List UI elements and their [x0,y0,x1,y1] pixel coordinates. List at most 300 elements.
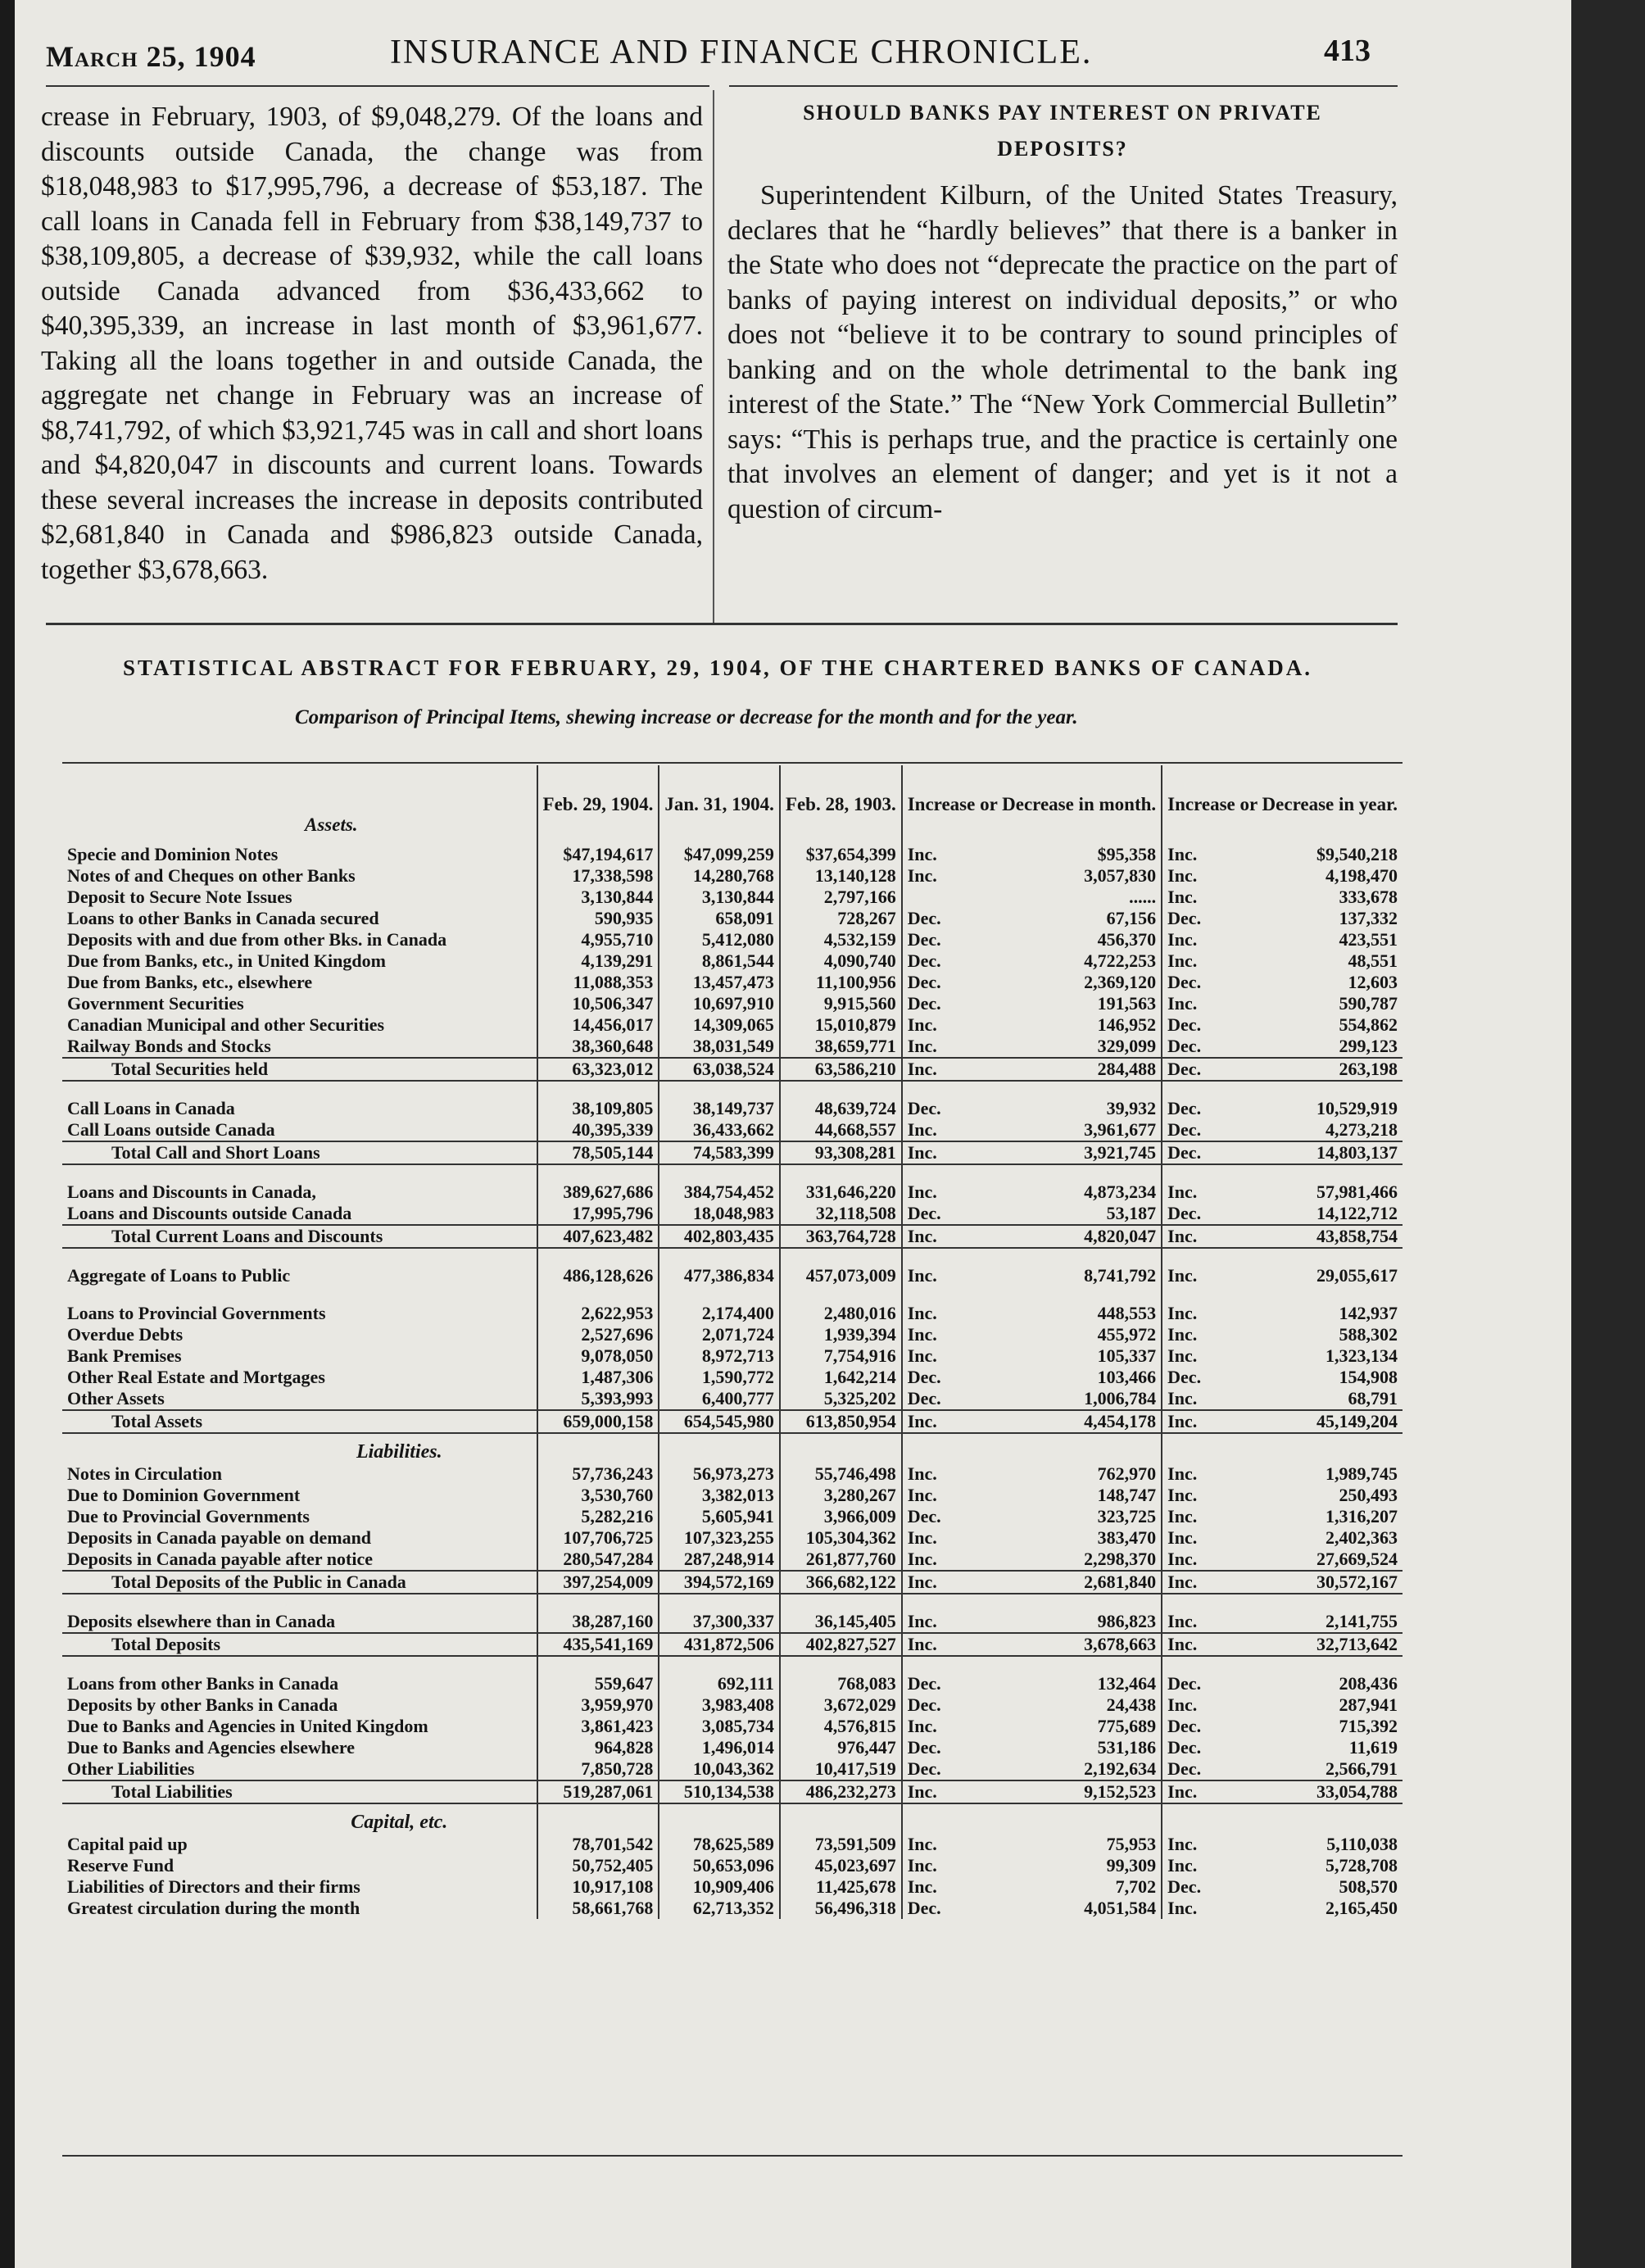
row-label: Other Real Estate and Mortgages [67,1367,325,1387]
row-label: Total Liabilities [62,1780,537,1803]
header-date: March 25, 1904 [46,40,256,73]
row-label: Loans to Provincial Governments [67,1303,326,1323]
value-feb-1904: 50,752,405 [537,1855,659,1876]
column-divider [713,90,714,623]
year-direction: Dec. [1162,1036,1240,1058]
section-rule [46,623,1398,625]
value-feb-1903: 9,915,560 [780,993,902,1014]
value-feb-1903: 15,010,879 [780,1014,902,1036]
value-jan-1904: 38,031,549 [659,1036,780,1058]
spacer-cell [1162,1164,1403,1182]
month-change: 2,192,634 [1084,1758,1157,1779]
table-row [62,887,1403,908]
spacer-cell [537,1803,659,1834]
row-label: Reserve Fund [67,1855,174,1876]
header-title: INSURANCE AND FINANCE CHRONICLE. [390,34,1093,71]
value-jan-1904: 107,323,255 [659,1527,780,1549]
row-label: Deposit to Secure Note Issues [67,887,292,907]
year-change: 43,858,754 [1240,1225,1403,1248]
month-direction [902,887,986,908]
year-direction: Dec. [1162,1367,1240,1388]
value-jan-1904: 74,583,399 [659,1141,780,1164]
month-change: 2,369,120 [1084,972,1157,992]
month-change: 4,873,234 [1084,1182,1157,1202]
month-direction: Dec. [902,993,986,1014]
spacer-cell [659,1433,780,1463]
value-jan-1904: 38,149,737 [659,1098,780,1119]
table-top-rule [62,762,1403,764]
month-direction: Inc. [902,1463,986,1485]
table-row [62,1036,1403,1058]
abstract-title: STATISTICAL ABSTRACT FOR FEBRUARY, 29, 1904, OF THE CHARTERED BANKS OF CANADA. [123,655,1313,680]
year-direction: Inc. [1162,1855,1240,1876]
value-feb-1904: 3,861,423 [537,1716,659,1737]
value-feb-1904: $47,194,617 [537,844,659,865]
month-direction: Inc. [902,1571,986,1594]
table-row [62,1506,1403,1527]
month-change: 53,187 [1106,1203,1157,1223]
spacer-cell [902,1656,1162,1673]
month-direction: Inc. [902,1119,986,1141]
month-change: 456,370 [1097,929,1157,950]
section-heading-row [62,1433,1403,1463]
year-direction: Inc. [1162,1345,1240,1367]
year-change: 250,493 [1339,1485,1398,1505]
value-feb-1904: 5,282,216 [537,1506,659,1527]
table-row [62,1324,1403,1345]
value-feb-1903: 3,280,267 [780,1485,902,1506]
page-edge-shadow [1571,0,1645,2268]
year-change: 5,728,708 [1326,1855,1398,1876]
row-label: Call Loans in Canada [67,1098,235,1118]
spacer-cell [902,1803,1162,1834]
value-jan-1904: 36,433,662 [659,1119,780,1141]
month-change: 24,438 [1106,1694,1157,1715]
article-heading-line2: DEPOSITS? [997,137,1128,161]
year-change: 4,273,218 [1326,1119,1398,1140]
spacer-cell [62,1286,537,1303]
value-jan-1904: 510,134,538 [659,1780,780,1803]
spacer-cell [902,1433,1162,1463]
value-feb-1903: 728,267 [780,908,902,929]
value-jan-1904: 50,653,096 [659,1855,780,1876]
spacer-cell [659,1656,780,1673]
year-change: 2,141,755 [1326,1611,1398,1631]
year-change: 2,402,363 [1326,1527,1398,1548]
table-row [62,1303,1403,1324]
year-change: 33,054,788 [1240,1780,1403,1803]
section-heading: Capital, etc. [351,1812,448,1833]
month-direction: Inc. [902,1303,986,1324]
value-jan-1904: 2,174,400 [659,1303,780,1324]
month-direction: Inc. [902,1527,986,1549]
year-change: 2,165,450 [1326,1898,1398,1918]
month-change: 8,741,792 [1084,1265,1157,1286]
month-direction: Dec. [902,929,986,950]
year-change: 4,198,470 [1326,865,1398,886]
value-jan-1904: 654,545,980 [659,1410,780,1433]
month-change: 986,823 [1097,1611,1157,1631]
row-label: Notes in Circulation [67,1463,223,1484]
row-label: Deposits elsewhere than in Canada [67,1611,336,1631]
value-feb-1903: 1,642,214 [780,1367,902,1388]
assets-label: Assets. [305,814,358,835]
year-change: 30,572,167 [1240,1571,1403,1594]
value-feb-1903: 73,591,509 [780,1834,902,1855]
year-change: 1,989,745 [1326,1463,1398,1484]
year-change: 29,055,617 [1316,1265,1398,1286]
month-direction: Inc. [902,1141,986,1164]
year-direction: Inc. [1162,844,1240,865]
month-direction: Dec. [902,1367,986,1388]
spacer-cell [537,1594,659,1611]
month-direction: Inc. [902,1058,986,1081]
right-article-column [727,88,1398,527]
table-row [62,1758,1403,1780]
month-change: 103,466 [1097,1367,1157,1387]
header-rule-left [46,85,709,87]
value-feb-1904: 17,338,598 [537,865,659,887]
row-label: Liabilities of Directors and their firms [67,1876,360,1897]
year-direction: Dec. [1162,1058,1240,1081]
spacer-cell [780,1433,902,1463]
value-jan-1904: 63,038,524 [659,1058,780,1081]
month-direction: Inc. [902,1410,986,1433]
year-change: 423,551 [1339,929,1398,950]
value-jan-1904: 402,803,435 [659,1225,780,1248]
month-change: 75,953 [1106,1834,1157,1854]
value-jan-1904: 287,248,914 [659,1549,780,1571]
table-row [62,1203,1403,1225]
year-change: 14,122,712 [1316,1203,1398,1223]
spacer-cell [62,1248,537,1265]
table-row [62,1673,1403,1694]
spacer-cell [1162,1286,1403,1303]
abstract-subtitle: Comparison of Principal Items, shewing increase or decrease for the month and for the year. [295,706,1078,728]
spacer-cell [902,1081,1162,1098]
year-change: 263,198 [1240,1058,1403,1081]
row-label: Capital paid up [67,1834,188,1854]
value-feb-1904: 78,701,542 [537,1834,659,1855]
value-feb-1904: 407,623,482 [537,1225,659,1248]
table-row [62,1855,1403,1876]
month-direction: Inc. [902,1485,986,1506]
month-change: 2,681,840 [986,1571,1162,1594]
value-feb-1903: 457,073,009 [780,1265,902,1286]
month-direction: Inc. [902,844,986,865]
year-change: 11,619 [1348,1737,1398,1758]
month-change: 383,470 [1097,1527,1157,1548]
month-direction: Dec. [902,1737,986,1758]
value-feb-1904: 280,547,284 [537,1549,659,1571]
value-feb-1903: 48,639,724 [780,1098,902,1119]
month-change: 1,006,784 [1084,1388,1157,1408]
row-label: Deposits in Canada payable after notice [67,1549,373,1569]
spacer-cell [1162,1433,1403,1463]
value-feb-1903: 5,325,202 [780,1388,902,1410]
col-header-year: Increase or Decrease in year. [1162,765,1403,844]
statistical-abstract-table [62,765,1403,1919]
value-feb-1903: 3,966,009 [780,1506,902,1527]
month-direction: Inc. [902,1876,986,1898]
year-change: 2,566,791 [1326,1758,1398,1779]
month-direction: Inc. [902,1855,986,1876]
table-row [62,1898,1403,1919]
spacer-cell [659,1164,780,1182]
spacer-cell [659,1594,780,1611]
right-article-text: Superintendent Kilburn, of the United States Treasury, declares that he “hardly believes” that there is a banker in the State who does not “deprecate the practice on the part of banks of paying interest on individual deposits,” or who does not “believe it to be contrary to sound principles of banking and on the whole detrimental to the bank ing interest of the State.” The “New York Commercial Bulletin” says: “This is perhaps true, and the practice is certainly one that involves an element of danger; and yet is it not a question of circum- [727,180,1398,524]
year-direction: Dec. [1162,1203,1240,1225]
year-change: 208,436 [1339,1673,1398,1694]
row-label: Total Deposits [62,1633,537,1656]
row-label: Loans to other Banks in Canada secured [67,908,379,928]
table-row [62,1119,1403,1141]
table-body [62,844,1403,1919]
value-feb-1904: 3,130,844 [537,887,659,908]
table-row [62,865,1403,887]
value-jan-1904: 658,091 [659,908,780,929]
month-change: 3,678,663 [986,1633,1162,1656]
value-feb-1904: 10,917,108 [537,1876,659,1898]
spacer-cell [780,1594,902,1611]
month-change: 2,298,370 [1084,1549,1157,1569]
value-feb-1903: 10,417,519 [780,1758,902,1780]
value-feb-1904: 63,323,012 [537,1058,659,1081]
value-feb-1904: 659,000,158 [537,1410,659,1433]
value-feb-1904: 4,955,710 [537,929,659,950]
value-feb-1904: 40,395,339 [537,1119,659,1141]
month-direction: Inc. [902,1014,986,1036]
table-total-row [62,1633,1403,1656]
month-change: 9,152,523 [986,1780,1162,1803]
value-feb-1904: 397,254,009 [537,1571,659,1594]
value-jan-1904: 477,386,834 [659,1265,780,1286]
value-jan-1904: 3,382,013 [659,1485,780,1506]
spacer-cell [902,1248,1162,1265]
table-row [62,844,1403,865]
article-heading: SHOULD BANKS PAY INTEREST ON PRIVATE [803,101,1322,125]
value-feb-1904: 10,506,347 [537,993,659,1014]
month-direction: Dec. [902,1673,986,1694]
year-direction: Dec. [1162,1876,1240,1898]
value-jan-1904: 431,872,506 [659,1633,780,1656]
year-direction: Dec. [1162,1141,1240,1164]
table-total-row [62,1410,1403,1433]
table-spacer-row [62,1286,1403,1303]
year-change: 137,332 [1339,908,1398,928]
year-direction: Inc. [1162,1527,1240,1549]
month-change: 4,051,584 [1084,1898,1157,1918]
value-feb-1903: 4,090,740 [780,950,902,972]
row-label: Due to Banks and Agencies elsewhere [67,1737,355,1758]
table-row [62,1182,1403,1203]
year-direction: Dec. [1162,1758,1240,1780]
table-row [62,950,1403,972]
month-direction: Inc. [902,1611,986,1633]
value-feb-1904: 7,850,728 [537,1758,659,1780]
year-change: 45,149,204 [1240,1410,1403,1433]
month-direction: Inc. [902,1780,986,1803]
value-feb-1904: 9,078,050 [537,1345,659,1367]
value-feb-1903: 768,083 [780,1673,902,1694]
year-change: 27,669,524 [1316,1549,1398,1569]
month-direction: Inc. [902,1633,986,1656]
value-feb-1903: 261,877,760 [780,1549,902,1571]
month-direction: Dec. [902,972,986,993]
month-direction: Inc. [902,1265,986,1286]
value-feb-1903: 36,145,405 [780,1611,902,1633]
value-feb-1903: 976,447 [780,1737,902,1758]
table-row [62,1694,1403,1716]
table-row [62,1876,1403,1898]
year-change: 68,791 [1348,1388,1398,1408]
section-heading-row [62,1803,1403,1834]
year-change: $9,540,218 [1316,844,1398,864]
spacer-cell [1162,1594,1403,1611]
year-direction: Dec. [1162,1098,1240,1119]
left-article-column [41,100,703,587]
month-change: 105,337 [1097,1345,1157,1366]
year-change: 1,316,207 [1326,1506,1398,1526]
value-feb-1903: 44,668,557 [780,1119,902,1141]
year-change: 32,713,642 [1240,1633,1403,1656]
value-feb-1904: 2,527,696 [537,1324,659,1345]
year-direction: Inc. [1162,1388,1240,1410]
month-direction: Dec. [902,1203,986,1225]
year-direction: Inc. [1162,1694,1240,1716]
row-label: Due to Dominion Government [67,1485,301,1505]
spacer-cell [537,1248,659,1265]
page-number: 413 [1324,34,1371,68]
month-change: 284,488 [986,1058,1162,1081]
col-header-feb1904: Feb. 29, 1904. [537,765,659,844]
value-jan-1904: 692,111 [659,1673,780,1694]
month-direction: Inc. [902,865,986,887]
value-feb-1903: 63,586,210 [780,1058,902,1081]
value-jan-1904: 394,572,169 [659,1571,780,1594]
left-article-text: crease in February, 1903, of $9,048,279. Of the loans and discounts outside Canada, the change was from $18,048,983 to $17,995,796, a decrease of $53,187. The call loans in Canada fell in February from $38,149,737 to $38,109,805, a decrease of $39,932, while the call loans outside Canada advanced from $36,433,662 to $40,395,339, an increase in last month of $3,961,677. Taking all the loans together in and outside Canada, the aggregate net change in February was an increase of $8,741,792, of which $3,921,745 was in call and short loans and $4,820,047 in discounts and current loans. Towards these several increases the increase in deposits contributed $2,681,840 in Canada and $986,823 outside Canada, together $3,678,663. [41,102,703,585]
row-label: Bank Premises [67,1345,182,1366]
value-jan-1904: 14,280,768 [659,865,780,887]
table-row [62,1834,1403,1855]
value-feb-1903: 1,939,394 [780,1324,902,1345]
value-jan-1904: 5,412,080 [659,929,780,950]
spacer-cell [780,1803,902,1834]
year-change: 588,302 [1339,1324,1398,1345]
year-change: 10,529,919 [1316,1098,1398,1118]
value-jan-1904: 2,071,724 [659,1324,780,1345]
value-jan-1904: $47,099,259 [659,844,780,865]
spacer-cell [62,1594,537,1611]
value-jan-1904: 62,713,352 [659,1898,780,1919]
month-change: 329,099 [1097,1036,1157,1056]
spacer-cell [537,1164,659,1182]
spacer-cell [902,1594,1162,1611]
value-feb-1904: 5,393,993 [537,1388,659,1410]
value-feb-1904: 1,487,306 [537,1367,659,1388]
value-feb-1904: 58,661,768 [537,1898,659,1919]
year-direction: Inc. [1162,1485,1240,1506]
row-label: Other Assets [67,1388,165,1408]
year-direction: Dec. [1162,972,1240,993]
year-change: 333,678 [1339,887,1398,907]
row-label: Overdue Debts [67,1324,184,1345]
row-label: Total Securities held [62,1058,537,1081]
month-change: 323,725 [1097,1506,1157,1526]
year-direction: Inc. [1162,1834,1240,1855]
month-direction: Inc. [902,1716,986,1737]
month-direction: Dec. [902,1898,986,1919]
month-change: 146,952 [1097,1014,1157,1035]
section-heading: Liabilities. [356,1441,442,1463]
page-header [46,29,1389,75]
spacer-cell [780,1081,902,1098]
year-change: 48,551 [1348,950,1398,971]
spacer-cell [780,1286,902,1303]
year-direction: Dec. [1162,1673,1240,1694]
value-feb-1904: 38,109,805 [537,1098,659,1119]
table-row [62,1527,1403,1549]
col-header-jan1904: Jan. 31, 1904. [659,765,780,844]
month-change: ...... [1129,887,1157,907]
value-feb-1904: 389,627,686 [537,1182,659,1203]
col-header-feb1903: Feb. 28, 1903. [780,765,902,844]
value-feb-1904: 559,647 [537,1673,659,1694]
spacer-cell [1162,1656,1403,1673]
value-feb-1903: 13,140,128 [780,865,902,887]
month-direction: Dec. [902,1506,986,1527]
value-jan-1904: 78,625,589 [659,1834,780,1855]
month-direction: Inc. [902,1036,986,1058]
row-label: Total Deposits of the Public in Canada [62,1571,537,1594]
table-row [62,1737,1403,1758]
value-jan-1904: 6,400,777 [659,1388,780,1410]
row-label: Deposits by other Banks in Canada [67,1694,338,1715]
year-change: 287,941 [1339,1694,1398,1715]
value-feb-1903: 45,023,697 [780,1855,902,1876]
year-direction: Dec. [1162,908,1240,929]
month-change: 4,820,047 [986,1225,1162,1248]
month-change: 762,970 [1097,1463,1157,1484]
table-row [62,1265,1403,1286]
month-change: 455,972 [1097,1324,1157,1345]
value-feb-1903: 402,827,527 [780,1633,902,1656]
table-total-row [62,1780,1403,1803]
table-row [62,908,1403,929]
table-row [62,972,1403,993]
value-jan-1904: 14,309,065 [659,1014,780,1036]
col-header-month: Increase or Decrease in month. [902,765,1162,844]
value-jan-1904: 37,300,337 [659,1611,780,1633]
table-spacer-row [62,1248,1403,1265]
table-row [62,1367,1403,1388]
year-direction: Inc. [1162,1463,1240,1485]
value-feb-1904: 2,622,953 [537,1303,659,1324]
month-change: 775,689 [1097,1716,1157,1736]
month-change: 531,186 [1097,1737,1157,1758]
table-total-row [62,1571,1403,1594]
month-change: 191,563 [1097,993,1157,1014]
row-label: Total Assets [62,1410,537,1433]
row-label: Notes of and Cheques on other Banks [67,865,356,886]
month-change: 3,921,745 [986,1141,1162,1164]
spacer-cell [659,1081,780,1098]
value-feb-1904: 964,828 [537,1737,659,1758]
value-feb-1904: 519,287,061 [537,1780,659,1803]
value-feb-1904: 4,139,291 [537,950,659,972]
spacer-cell [1162,1803,1403,1834]
month-change: 3,961,677 [1084,1119,1157,1140]
